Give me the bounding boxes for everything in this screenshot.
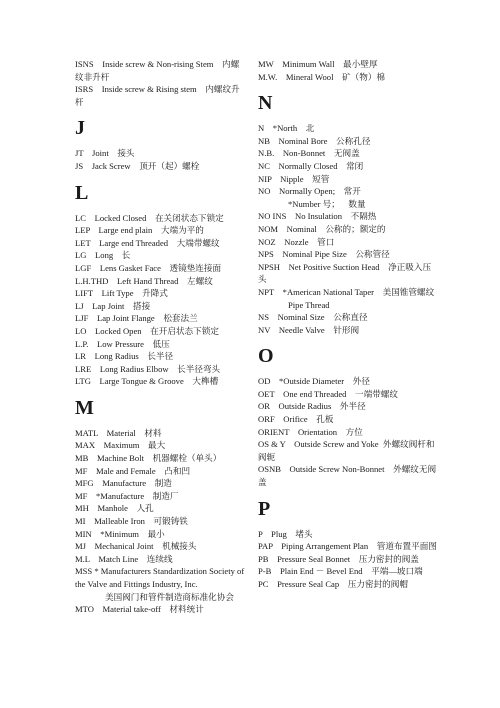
entry-text: LR Long Radius 长半径 [75, 351, 174, 362]
entry-text: LC Locked Closed 在关闭状态下锁定 [75, 212, 224, 223]
entry-text: LG Long 长 [75, 250, 131, 261]
glossary-entry [75, 224, 245, 237]
letter-text: M [75, 396, 94, 419]
entry-text: L.H.THD Left Hand Thread 左螺纹 [75, 275, 213, 286]
entry-text: JT Joint 接头 [75, 148, 135, 159]
entry-text: N *North 北 [258, 123, 315, 134]
glossary-entry [75, 212, 245, 225]
glossary-entry [258, 173, 438, 186]
entry-text: OR Outside Radius 外半径 [258, 401, 366, 412]
glossary-entry [258, 58, 438, 71]
glossary-entry [258, 236, 438, 249]
letter-text: L [75, 181, 89, 204]
glossary-entry [75, 540, 245, 553]
glossary-entry [258, 198, 438, 211]
glossary-entry [75, 249, 245, 262]
glossary-entry [75, 427, 245, 440]
glossary-entry [75, 528, 245, 541]
entry-text: MATL Material 材料 [75, 427, 162, 438]
entry-text: NOZ Nozzle 管口 [258, 236, 335, 247]
entry-text: NO Normally Open; 常开 [258, 186, 361, 197]
left-column [75, 58, 257, 616]
section-letter-n [258, 92, 438, 114]
entry-text: MAX Maximum 最大 [75, 440, 166, 451]
glossary-entry [75, 452, 245, 465]
entry-text: ISRS Inside screw & Rising stem 内螺纹升 杆 [75, 84, 257, 107]
right-column [258, 58, 438, 591]
entry-text: MH Manhole 人孔 [75, 503, 154, 514]
entry-text: LRE Long Radius Elbow 长半径弯头 [75, 363, 221, 374]
glossary-entry [258, 565, 438, 578]
glossary-entry [75, 262, 245, 275]
glossary-entry [75, 275, 245, 288]
entry-text: NV Needle Valve 针形阀 [258, 324, 360, 335]
entry-text: NIP Nipple 短管 [258, 173, 330, 184]
entry-text: LGF Lens Gasket Face 透镜垫连接面 [75, 262, 222, 273]
glossary-entry [258, 135, 438, 148]
glossary-entry [258, 223, 438, 236]
glossary-entry [75, 439, 245, 452]
glossary-entry [75, 515, 245, 528]
section-letter-o [258, 345, 438, 367]
glossary-entry [75, 502, 245, 515]
letter-text: N [258, 92, 273, 115]
entry-text: P Plug 堵头 [258, 528, 313, 539]
glossary-entry [258, 286, 438, 299]
glossary-entry [258, 463, 438, 488]
glossary-entry [75, 490, 245, 503]
entry-text: PC Pressure Seal Cap 压力密封的阀帽 [258, 579, 408, 589]
glossary-entry [258, 375, 438, 388]
entry-text: ORIENT Orientation 方位 [258, 426, 363, 437]
entry-text: NPS Nominal Pipe Size 公称管径 [258, 249, 390, 260]
entry-text: 美国阀门和管件制造商标准化协会 [105, 591, 234, 602]
entry-text: MSS * Manufacturers Standardization Society of the Valve and Fittings Industry, Inc. [75, 566, 247, 589]
section-letter-l [75, 182, 245, 204]
section-letter-j [75, 117, 245, 139]
glossary-entry [258, 578, 438, 591]
glossary-entry [75, 465, 245, 478]
glossary-entry [258, 553, 438, 566]
glossary-entry [258, 540, 438, 553]
glossary-entry [75, 350, 245, 363]
glossary-entry [258, 185, 438, 198]
entry-text: M.W. Mineral Wool 矿（物）棉 [258, 71, 386, 82]
glossary-entry [75, 591, 245, 604]
glossary-entry [258, 248, 438, 261]
entry-text: P-B Plain End － Bevel End 平端—坡口端 [258, 566, 423, 577]
glossary-entry [258, 299, 438, 312]
entry-text: NPSH Net Positive Suction Head 净正吸入压头 [258, 261, 432, 285]
entry-text: NC Normally Closed 常闭 [258, 160, 364, 171]
entry-text: MJ Mechanical Joint 机械接头 [75, 541, 197, 552]
glossary-entry [75, 363, 245, 376]
letter-text: J [75, 117, 85, 140]
entry-text: MTO Material take-off 材料统计 [75, 604, 204, 615]
entry-text: JS Jack Screw 顶开（起）螺栓 [75, 160, 200, 171]
glossary-entry [258, 438, 438, 463]
entry-text: PB Pressure Seal Bonnet 压力密封的阀盖 [258, 553, 419, 564]
glossary-entry [75, 375, 245, 388]
glossary-entry [258, 400, 438, 413]
entry-text: N.B. Non-Bonnet 无阀盖 [258, 148, 360, 159]
glossary-entry [75, 83, 257, 108]
glossary-entry [75, 325, 245, 338]
glossary-entry [258, 528, 438, 541]
glossary-entry [75, 565, 245, 590]
entry-text: MW Minimum Wall 最小壁厚 [258, 59, 378, 69]
glossary-entry [258, 426, 438, 439]
glossary-entry [258, 388, 438, 401]
entry-text: NPT *American National Taper 美国锥管螺纹 [258, 286, 435, 297]
glossary-entry [75, 147, 245, 160]
entry-text: NOM Nominal 公称的；额定的 [258, 223, 386, 234]
entry-text: LJ Lap Joint 搭接 [75, 300, 151, 311]
entry-text: NO INS No Insulation 不隔热 [258, 211, 377, 222]
entry-text: OS & Y Outside Screw and Yoke 外螺纹阀杆和阀轭 [258, 439, 435, 462]
glossary-entry [75, 287, 245, 300]
glossary-entry [258, 122, 438, 135]
entry-text: Pipe Thread [288, 299, 330, 310]
glossary-entry [75, 160, 245, 173]
entry-text: LEP Large end plain 大端为平的 [75, 225, 204, 236]
glossary-entry [258, 261, 438, 286]
entry-text: NB Nominal Bore 公称孔径 [258, 135, 371, 146]
entry-text: LTG Large Tongue & Groove 大榫槽 [75, 376, 219, 387]
glossary-entry [75, 553, 245, 566]
entry-text: LET Large end Threaded 大端带螺纹 [75, 237, 220, 248]
glossary-entry [75, 237, 245, 250]
entry-text: LIFT Lift Type 升降式 [75, 288, 168, 299]
section-letter-p [258, 498, 438, 520]
entry-text: ORF Orifice 孔板 [258, 414, 334, 425]
entry-text: OSNB Outside Screw Non-Bonnet 外螺纹无阀盖 [258, 464, 437, 488]
entry-text: OET One end Threaded 一端带螺纹 [258, 388, 399, 399]
entry-text: LJF Lap Joint Flange 松套法兰 [75, 313, 198, 324]
glossary-entry [258, 160, 438, 173]
glossary-entry [258, 147, 438, 160]
glossary-entry [258, 413, 438, 426]
entry-text: LO Locked Open 在开启状态下锁定 [75, 325, 219, 336]
entry-text: ISNS Inside screw & Non-rising Stem 内螺纹非升杆 [75, 59, 240, 82]
glossary-entry [258, 311, 438, 324]
entry-text: MFG Manufacture 制造 [75, 478, 172, 489]
glossary-entry [75, 338, 245, 351]
glossary-entry [75, 58, 245, 83]
glossary-entry [75, 477, 245, 490]
glossary-entry [258, 71, 438, 84]
entry-text: MF *Manufacture 制造厂 [75, 490, 179, 501]
glossary-entry [75, 300, 245, 313]
entry-text: MF Male and Female 凸和凹 [75, 465, 191, 476]
entry-text: MIN *Minimum 最小 [75, 528, 165, 539]
entry-text: PAP Piping Arrangement Plan 管道布置平面图 [258, 541, 437, 552]
glossary-entry [75, 603, 245, 616]
letter-text: O [258, 345, 274, 368]
entry-text: NS Nominal Size 公称直径 [258, 312, 368, 323]
entry-text: MB Machine Bolt 机器螺栓（单头） [75, 453, 222, 464]
glossary-entry [258, 210, 438, 223]
letter-text: P [258, 497, 271, 520]
entry-text: M.L Match Line 连续线 [75, 553, 173, 564]
glossary-entry [75, 312, 245, 325]
entry-text: OD *Outside Diameter 外径 [258, 376, 370, 387]
glossary-entry [258, 324, 438, 337]
entry-text: L.P. Low Pressure 低压 [75, 338, 170, 349]
entry-text: *Number 号； 数量 [288, 198, 366, 209]
entry-text: MI Malleable Iron 可锻铸铁 [75, 516, 188, 527]
section-letter-m [75, 397, 245, 419]
